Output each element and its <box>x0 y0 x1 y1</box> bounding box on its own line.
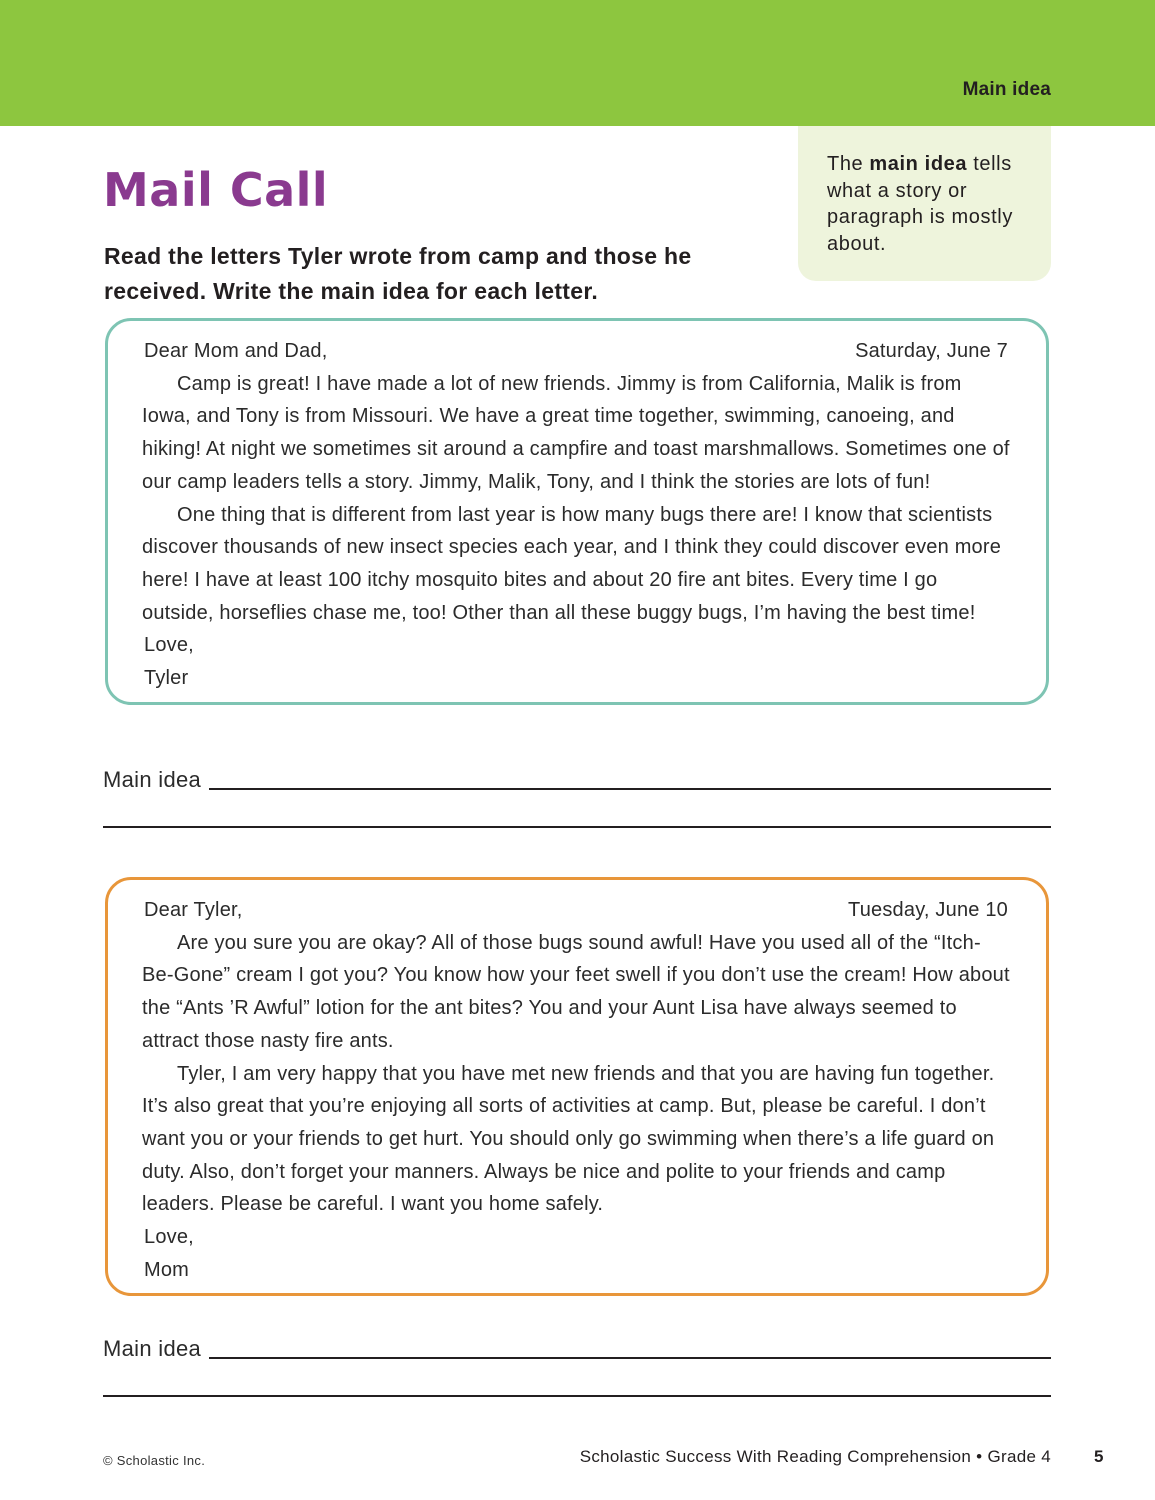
main-idea-writing-line-2[interactable] <box>103 1395 1051 1397</box>
letter-greeting: Dear Mom and Dad, <box>144 340 328 362</box>
letter-signer: Tyler <box>144 667 189 690</box>
main-idea-writing-line-2[interactable] <box>103 826 1051 828</box>
letter-mom-to-tyler <box>105 877 1049 1296</box>
tip-text-before: The <box>827 153 870 175</box>
letter-paragraph: Are you sure you are okay? All of those bugs sound awful! Have you used all of the “Itch-Be-Gone” cream I got you? You know how your feet swell if you don’t use the cream! How about the “Ants ’R Awful” lotion for the ant bites? You and your Aunt Lisa have always seemed to attract those nasty fire ants. <box>142 931 1010 1052</box>
copyright: © Scholastic Inc. <box>103 1453 206 1468</box>
letter-closing: Love, <box>144 1226 194 1249</box>
letter-paragraph: Camp is great! I have made a lot of new friends. Jimmy is from California, Malik is from Iowa, and Tony is from Missouri. We have a great time together, swimming, canoeing, and hiking! At night we sometimes sit around a campfire and toast marshmallows. Sometimes one of our camp leaders tells a story. Jimmy, Malik, Tony, and I think the stories are lots of fun! <box>142 372 1010 493</box>
main-idea-writing-line[interactable] <box>209 1357 1051 1359</box>
letter-paragraph: Tyler, I am very happy that you have met new friends and that you are having fun together. It’s also great that you’re enjoying all sorts of activities at camp. But, please be careful. I don’t want you or your friends to get hurt. You should only go swimming when there’s a life guard on duty. Also, don’t forget your manners. Always be nice and polite to your friends and camp leaders. Please be careful. I want you home safely. <box>142 1062 995 1216</box>
letter-date: Tuesday, June 10 <box>848 899 1008 921</box>
instructions: Read the letters Tyler wrote from camp and those he received. Write the main idea for each letter. <box>104 243 692 304</box>
page-number: 5 <box>1094 1447 1104 1466</box>
tip-box <box>798 126 1051 281</box>
main-idea-writing-line[interactable] <box>209 788 1051 790</box>
letter-date: Saturday, June 7 <box>855 340 1008 362</box>
main-idea-label: Main idea <box>103 767 202 792</box>
letter-closing: Love, <box>144 634 194 657</box>
letter-header <box>142 894 1012 927</box>
letter-tyler-to-parents <box>105 318 1049 705</box>
main-idea-label: Main idea <box>103 1336 202 1361</box>
letter-header <box>142 335 1012 368</box>
section-label: Main idea <box>962 79 1051 100</box>
tip-text-bold: main idea <box>869 153 968 175</box>
letter-signer: Mom <box>144 1258 190 1281</box>
book-title: Scholastic Success With Reading Comprehension • Grade 4 <box>579 1447 1051 1466</box>
letter-greeting: Dear Tyler, <box>144 899 243 921</box>
page-title: Mail Call <box>103 163 329 217</box>
letter-paragraph: One thing that is different from last year is how many bugs there are! I know that scientists discover thousands of new insect species each year, and I think they could discover even more here! I have at least 100 itchy mosquito bites and about 20 fire ant bites. Every time I go outside, horseflies chase me, too! Other than all these buggy bugs, I’m having the best time! <box>142 503 1002 624</box>
header-band <box>0 0 1155 126</box>
main-idea-answer-2 <box>103 1324 1051 1360</box>
tip-text-after: tells what a story or paragraph is mostly about. <box>827 153 1013 255</box>
main-idea-answer-1 <box>103 755 1051 791</box>
